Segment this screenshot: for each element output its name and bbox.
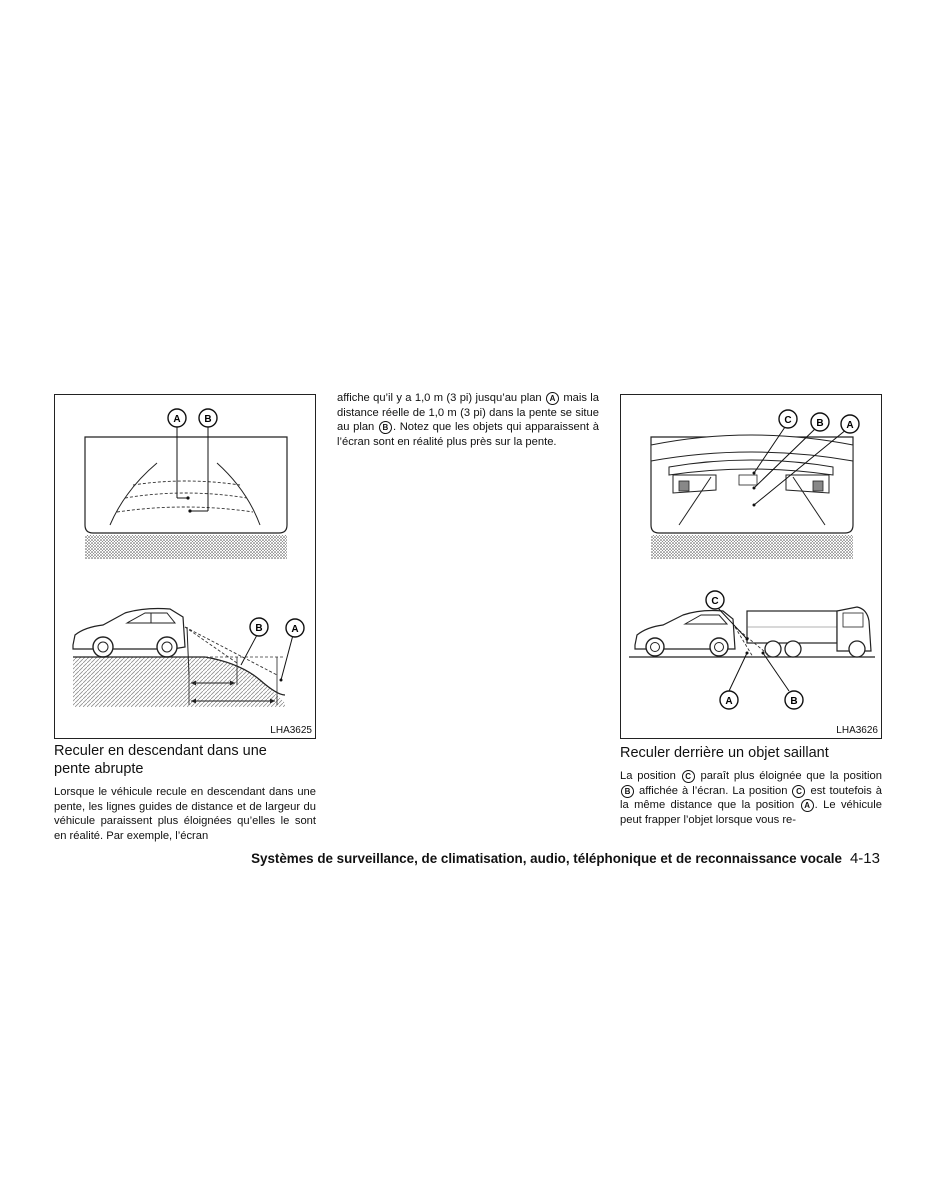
figure-steep-slope xyxy=(54,394,316,739)
paragraph-text xyxy=(620,769,882,827)
marker-b: B xyxy=(621,785,634,798)
paragraph-text: Lorsque le véhicule recule en descendant dans une pente, les lignes guides de distance et de largeur du véhicule paraissent plus éloignées qu’elles le sont en réalité. Par exemple, l’écran xyxy=(54,786,316,842)
marker-c: C xyxy=(792,785,805,798)
page-number: 4-13 xyxy=(849,850,880,867)
callout-b-top: B xyxy=(816,418,824,429)
car-and-truck-side-view xyxy=(629,607,875,657)
callout-a-top: A xyxy=(173,414,181,425)
text-segment: mais la distance réelle de 1,0 m (3 pi) dans la pente se situe au plan xyxy=(337,392,599,434)
figure-code: LHA3625 xyxy=(270,725,312,736)
callout-a-bottom: A xyxy=(291,624,299,635)
section-heading-steep-slope xyxy=(54,742,316,778)
marker-b: B xyxy=(379,421,392,434)
callout-a-bottom: A xyxy=(725,696,733,707)
heading-line-2: pente abrupte xyxy=(54,761,144,777)
text-segment: affichée à l’écran. La position xyxy=(635,784,792,797)
camera-screen xyxy=(651,427,853,559)
marker-c: C xyxy=(682,770,695,783)
figure-steep-slope-drawing xyxy=(55,395,316,739)
marker-a: A xyxy=(801,799,814,812)
figure-projecting-object xyxy=(620,394,882,739)
heading-line-1: Reculer en descendant dans une xyxy=(54,743,267,759)
text-segment: . Notez que les objets qui apparaissent à l’écran sont en réalité plus près sur la pente. xyxy=(337,421,599,448)
callout-b-top: B xyxy=(204,414,212,425)
callout-c-top: C xyxy=(784,415,792,426)
text-segment: affiche qu’il y a 1,0 m (3 pi) jusqu’au plan xyxy=(337,392,545,404)
paragraph-steep-slope xyxy=(54,785,316,843)
text-segment: paraît plus éloignée que la position xyxy=(695,770,882,782)
paragraph-projecting-object xyxy=(620,769,882,827)
callout-a-top: A xyxy=(846,420,854,431)
text-segment: . Le véhicule peut frapper l’objet lorsque vous re- xyxy=(620,799,882,826)
marker-a: A xyxy=(546,392,559,405)
section-heading-projecting-object: Reculer derrière un objet saillant xyxy=(620,745,829,761)
page-footer xyxy=(0,850,880,867)
footer-title: Systèmes de surveillance, de climatisation, audio, téléphonique et de reconnaissance vocale xyxy=(251,851,842,866)
text-segment: est toutefois à la même distance que la position xyxy=(620,784,883,812)
text-segment: La position xyxy=(620,770,681,782)
paragraph-text-continued xyxy=(337,391,599,449)
figure-projecting-object-drawing xyxy=(621,395,882,739)
callout-c-side: C xyxy=(711,596,719,607)
camera-screen xyxy=(85,427,287,559)
paragraph-slope-continued xyxy=(337,391,599,449)
callout-b-bottom: B xyxy=(790,696,798,707)
callout-b-bottom: B xyxy=(255,623,263,634)
figure-code: LHA3626 xyxy=(836,725,878,736)
